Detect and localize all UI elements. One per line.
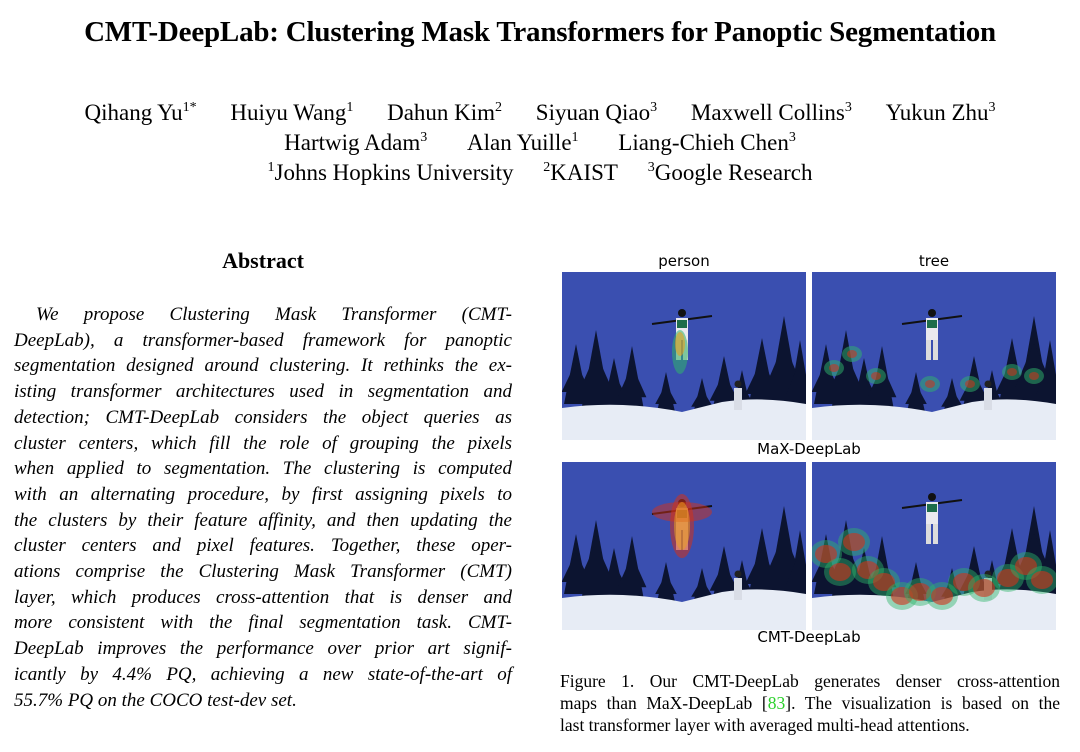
- abstract-body: [14, 302, 512, 713]
- figure-row-label-max: MaX-DeepLab: [757, 440, 861, 458]
- caption-line: last transformer layer with averaged multi-head attentions.: [560, 715, 970, 735]
- abstract-line: segmentation designed around clustering. It rethinks the ex-: [14, 355, 512, 377]
- abstract-line: the clusters by their feature affinity, and then updating the: [14, 509, 512, 531]
- abstract-line: cluster centers, which fill the role of grouping the pixels: [14, 432, 512, 454]
- author: Qihang $Yu^{1*}$: [84, 100, 197, 125]
- author: Hartwig Adam$^3$: [284, 130, 428, 155]
- author-line-2: [0, 128, 1080, 158]
- abstract-line: We propose Clustering Mask Transformer (CMT-: [36, 304, 512, 325]
- affiliation: $^1$Johns Hopkins University: [267, 160, 514, 185]
- figure-row-label-cmt: CMT-DeepLab: [757, 628, 861, 646]
- abstract-line: DeepLab), a transformer-based framework for panoptic: [14, 329, 512, 351]
- figure-panel-max-person: [562, 272, 806, 440]
- caption-line: Figure 1. Our CMT-DeepLab generates denser cross-attention: [560, 671, 1060, 691]
- author: Dahun Kim$^2$: [387, 100, 503, 125]
- figure-panel-cmt-tree: [812, 462, 1056, 630]
- affiliation-line: [0, 158, 1080, 188]
- affiliation: $^2$KAIST: [543, 160, 618, 185]
- abstract-line: DeepLab improves the performance over prior art signif-: [14, 638, 512, 660]
- affiliation: $^3$Google Research: [647, 160, 813, 185]
- figure-caption: [560, 670, 1060, 736]
- abstract-line: icantly by 4.4% PQ, achieving a new state-of-the-art of: [14, 663, 512, 685]
- citation-link[interactable]: 83: [767, 693, 786, 713]
- author: Maxwell Collins$^3$: [690, 100, 852, 125]
- author-block: [0, 98, 1080, 188]
- author: Liang-Chieh Chen$^3$: [618, 130, 796, 155]
- abstract-line: detection; CMT-DeepLab considers the object queries as: [14, 406, 512, 428]
- abstract-heading: Abstract: [222, 248, 304, 273]
- caption-line: maps than MaX-DeepLab [83]. The visualization is based on the: [560, 693, 1060, 713]
- author: Alan Yuille$^1$: [466, 130, 579, 155]
- figure-col-label-person: person: [658, 252, 710, 270]
- figure-panel-max-tree: [812, 272, 1056, 440]
- author: Siyuan Qiao$^3$: [535, 100, 658, 125]
- abstract-line: when applied to segmentation. The clustering is computed: [14, 458, 512, 480]
- figure-panel-cmt-person: [562, 462, 806, 630]
- abstract-line: 55.7% PQ on the COCO test-dev set.: [14, 689, 297, 711]
- abstract-line: layer, which produces cross-attention that is denser and: [14, 586, 512, 608]
- abstract-line: cluster centers and pixel features. Together, these oper-: [14, 535, 512, 557]
- author-line-1: [0, 98, 1080, 128]
- paper-title: CMT-DeepLab: Clustering Mask Transformers for Panoptic Segmentation: [84, 16, 996, 48]
- abstract-line: with an alternating procedure, by first assigning pixels to: [14, 483, 512, 505]
- author: Huiyu Wang$^1$: [230, 100, 354, 125]
- figure-col-label-tree: tree: [918, 252, 950, 270]
- abstract-line: ations comprise the Clustering Mask Transformer (CMT): [14, 561, 512, 583]
- abstract-line: more consistent with the final segmentation task. CMT-: [14, 612, 512, 634]
- abstract-line: isting transformer architectures used in segmentation and: [14, 381, 512, 403]
- author: Yukun Zhu$^3$: [885, 100, 996, 125]
